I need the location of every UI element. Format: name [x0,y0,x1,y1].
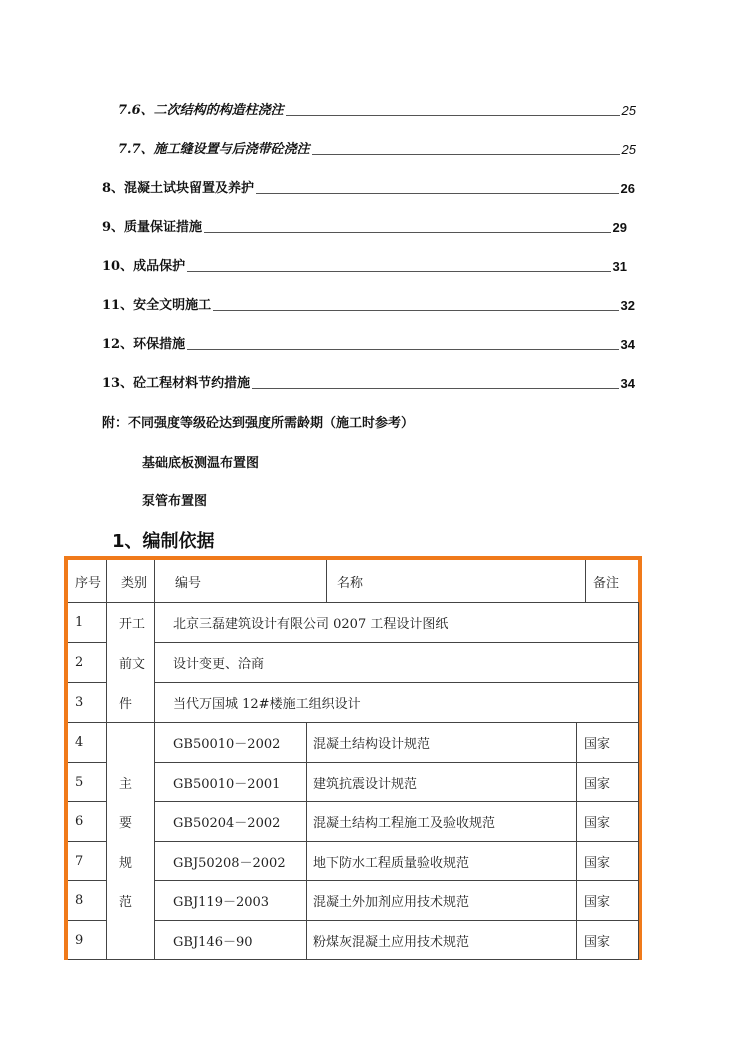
table-rule [68,880,106,881]
row-number: 3 [75,694,84,710]
toc-entry-label: 11、安全文明施工 [102,298,212,313]
toc-entry-label: 12、环保措施 [102,337,186,352]
category-label: 件 [119,696,133,712]
toc-leader-line [286,114,620,116]
standard-code: GBJ50208－2002 [173,855,286,871]
toc-leader-line [204,231,610,233]
toc-entry[interactable] [118,139,636,157]
category-label: 要 [119,815,133,831]
table-rule [154,642,638,643]
table-rule [576,722,577,960]
row-number: 2 [75,654,84,670]
document-title: 北京三磊建筑设计有限公司 0207 工程设计图纸 [173,616,449,632]
toc-entry-label: 10、成品保护 [102,259,186,274]
standard-note: 国家 [584,855,611,871]
standard-code: GB50010－2001 [173,776,281,792]
toc-entry[interactable] [102,178,635,196]
toc-entry[interactable] [102,217,627,235]
appendix-title: 附：不同强度等级砼达到强度所需龄期（施工时参考） [102,416,415,431]
table-rule [154,801,638,802]
toc-leader-line [312,153,620,155]
table-rule [585,560,586,602]
table-rule [326,560,327,602]
standard-note: 国家 [584,736,611,752]
document-title: 设计变更、洽商 [173,656,265,672]
row-number: 6 [75,813,84,829]
standard-name: 粉煤灰混凝土应用技术规范 [313,934,470,950]
toc-entry-label: 9、质量保证措施 [102,220,203,235]
row-number: 5 [75,774,84,790]
table-rule [154,682,638,683]
toc-page-number: 34 [620,337,635,352]
table-header-cell: 备注 [593,575,620,591]
row-number: 9 [75,932,84,948]
toc-entry[interactable] [102,295,635,313]
table-rule [154,880,638,881]
table-rule [68,642,106,643]
category-label: 开工 [119,616,146,632]
toc-page-number: 34 [620,376,635,391]
standard-note: 国家 [584,776,611,792]
toc-entry-label: 13、砼工程材料节约措施 [102,376,251,391]
table-rule [154,841,638,842]
table-rule [154,762,638,763]
toc-entry[interactable] [102,256,627,274]
table-rule [68,682,106,683]
table-header-cell: 类别 [121,575,148,591]
toc-leader-line [187,270,610,272]
standard-code: GBJ119－2003 [173,894,270,910]
toc-entry-label: 8、混凝土试块留置及养护 [102,181,255,196]
toc-leader-line [187,348,618,350]
category-label: 范 [119,894,133,910]
toc-page-number: 25 [621,103,636,118]
appendix-item: 泵管布置图 [142,494,208,509]
table-header-cell: 编号 [175,575,202,591]
toc-leader-line [252,387,618,389]
toc-page-number: 25 [621,142,636,157]
table-rule [154,560,155,960]
table-rule [106,560,107,960]
standard-code: GB50010－2002 [173,736,281,752]
toc-entry[interactable] [102,373,635,391]
table-rule [68,762,106,763]
toc-entry[interactable] [118,100,636,118]
standard-name: 混凝土结构设计规范 [313,736,431,752]
table-rule [68,841,106,842]
row-number: 7 [75,853,84,869]
table-rule [306,722,307,960]
standard-name: 建筑抗震设计规范 [313,776,418,792]
toc-leader-line [213,309,618,311]
category-label: 前文 [119,656,146,672]
table-header-cell: 序号 [75,575,102,591]
toc-page-number: 31 [612,259,627,274]
table-rule [638,602,639,960]
standard-name: 混凝土结构工程施工及验收规范 [313,815,496,831]
document-title: 当代万国城 12#楼施工组织设计 [173,696,361,712]
toc-entry-label: 7.6、二次结构的构造柱浇注 [118,103,284,118]
standard-code: GBJ146－90 [173,934,253,950]
table-rule [68,801,106,802]
toc-entry-label: 7.7、施工缝设置与后浇带砼浇注 [118,142,310,157]
toc-page-number: 26 [620,181,635,196]
section-heading: 1、编制依据 [112,531,215,552]
standard-code: GB50204－2002 [173,815,281,831]
toc-leader-line [256,192,618,194]
standard-name: 混凝土外加剂应用技术规范 [313,894,470,910]
toc-page-number: 32 [620,298,635,313]
row-number: 8 [75,892,84,908]
table-rule [68,920,106,921]
toc-page-number: 29 [612,220,627,235]
category-label: 规 [119,855,133,871]
toc-entry[interactable] [102,334,635,352]
table-header-cell: 名称 [337,575,364,591]
table-rule [154,920,638,921]
standard-note: 国家 [584,815,611,831]
standard-name: 地下防水工程质量验收规范 [313,855,470,871]
category-label: 主 [119,776,133,792]
appendix-item: 基础底板测温布置图 [142,456,260,471]
row-number: 1 [75,614,84,630]
row-number: 4 [75,734,84,750]
standard-note: 国家 [584,894,611,910]
standard-note: 国家 [584,934,611,950]
